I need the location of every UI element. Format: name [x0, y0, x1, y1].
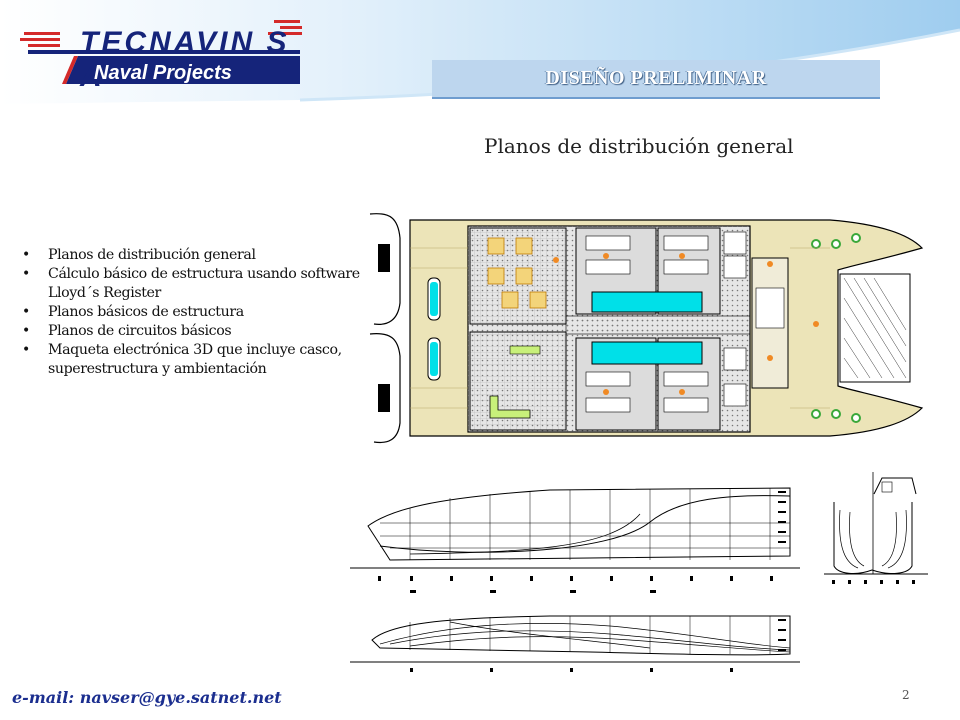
contact-email[interactable]: e-mail: navser@gye.satnet.net: [12, 688, 282, 707]
logo-subtitle: Naval Projects: [94, 62, 232, 84]
lines-plan-half-breadth: [350, 604, 800, 684]
section-banner-label: DISEÑO PRELIMINAR: [545, 67, 767, 89]
company-logo: [18, 12, 308, 93]
logo-name: TECNAVIN S A: [80, 26, 290, 93]
lines-plan-profile: [350, 478, 800, 600]
page-number: 2: [902, 688, 910, 702]
section-banner: [432, 60, 880, 99]
bullet-item: • Planos básicos de estructura: [22, 303, 367, 322]
bullet-item: • Maqueta electrónica 3D que incluye casco, superestructura y ambientación: [22, 341, 367, 379]
bullet-item: • Planos de circuitos básicos: [22, 322, 367, 341]
bullet-list: [22, 246, 367, 379]
slide-title: Planos de distribución general: [484, 134, 794, 158]
general-arrangement-drawing: [360, 208, 930, 448]
bullet-item: • Cálculo básico de estructura usando software Lloyd´s Register: [22, 265, 367, 303]
body-plan-sections: [820, 470, 930, 600]
bullet-item: • Planos de distribución general: [22, 246, 367, 265]
